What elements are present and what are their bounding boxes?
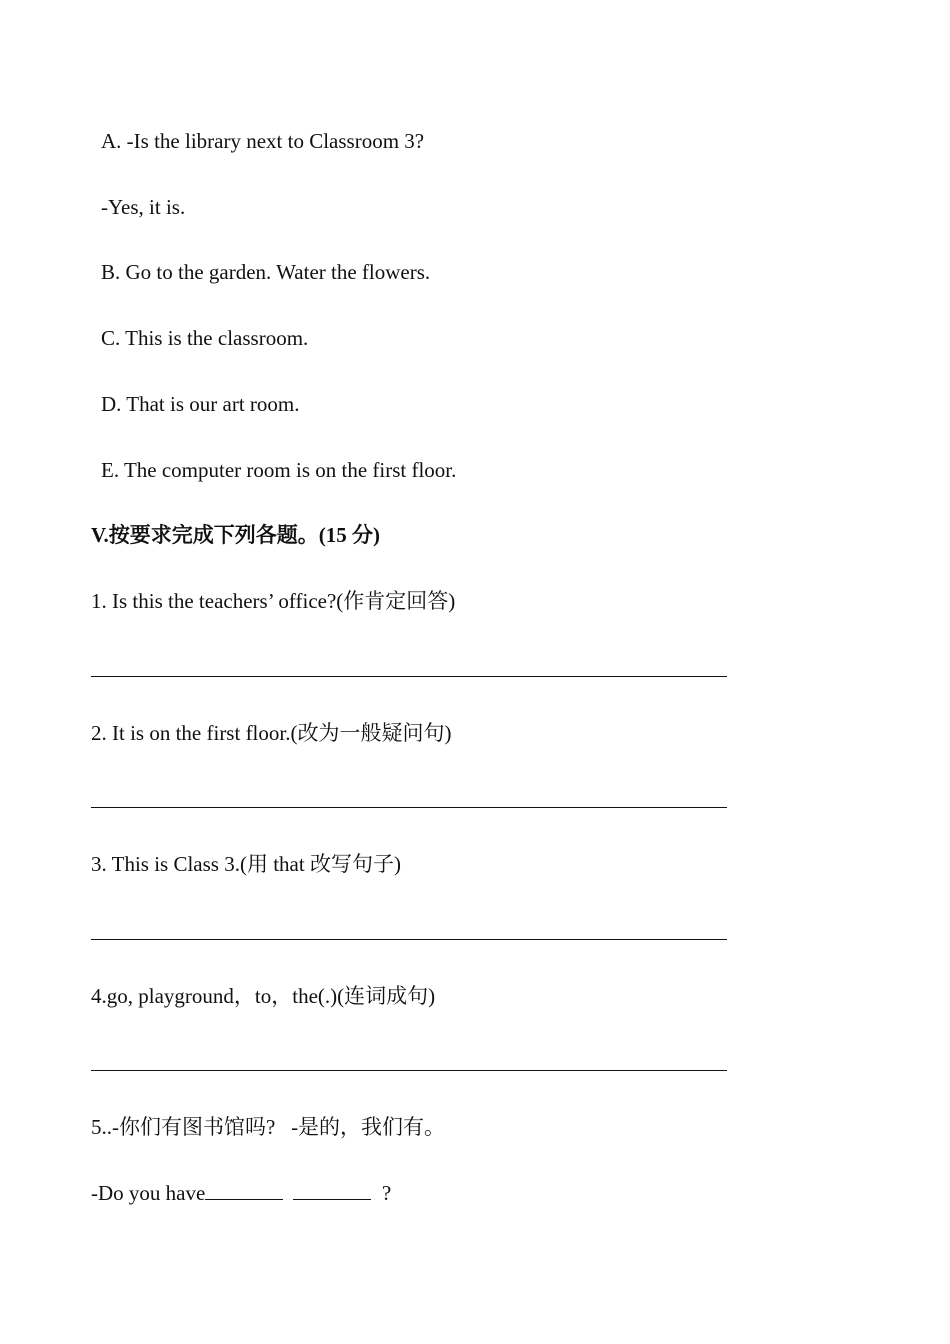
option-a-answer: -Yes, it is. xyxy=(101,195,186,219)
option-d: D. That is our art room. xyxy=(101,392,300,416)
answer-line-3[interactable] xyxy=(91,939,727,940)
question-3: 3. This is Class 3.(用 that 改写句子) xyxy=(91,852,401,876)
option-a-question: A. -Is the library next to Classroom 3? xyxy=(101,129,425,153)
question-5: 5..-你们有图书馆吗? -是的，我们有。 xyxy=(91,1115,446,1139)
question-5-sentence-start: -Do you have xyxy=(91,1181,206,1205)
answer-line-1[interactable] xyxy=(91,676,727,677)
fill-blank-2[interactable] xyxy=(293,1181,371,1200)
question-2: 2. It is on the first floor.(改为一般疑问句) xyxy=(91,721,452,745)
option-b: B. Go to the garden. Water the flowers. xyxy=(101,260,431,284)
question-5-sentence xyxy=(91,1181,391,1205)
answer-line-2[interactable] xyxy=(91,807,727,808)
question-1: 1. Is this the teachers’ office?(作肯定回答) xyxy=(91,589,456,613)
question-4: 4.go, playground，to，the(.)(连词成句) xyxy=(91,984,436,1008)
option-c: C. This is the classroom. xyxy=(101,326,309,350)
answer-line-4[interactable] xyxy=(91,1070,727,1071)
question-5-sentence-end: ? xyxy=(371,1181,392,1205)
option-e: E. The computer room is on the first floor. xyxy=(101,458,457,482)
section-v-heading: V.按要求完成下列各题。(15 分) xyxy=(91,523,380,547)
fill-blank-1[interactable] xyxy=(205,1181,283,1200)
